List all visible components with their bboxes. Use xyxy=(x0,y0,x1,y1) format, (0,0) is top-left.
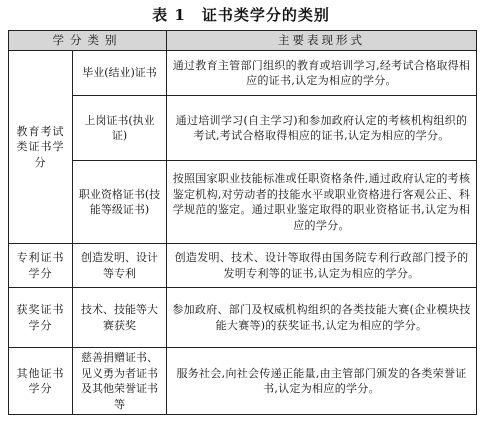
description-graduation-certificate: 通过教育主管部门组织的教育或培训学习,经考试合格取得相应的证书,认定为相应的学分。 xyxy=(167,51,477,96)
table-header-row xyxy=(9,31,477,51)
type-honor-certificate: 慈善捐赠证书、见义勇为者证书及其他荣誉证书等 xyxy=(73,348,167,415)
table-row xyxy=(9,288,477,348)
description-honor-certificate: 服务社会,向社会传递正能量,由主管部门颁发的各类荣誉证书,认定为相应的学分。 xyxy=(167,348,477,415)
table-row xyxy=(9,244,477,288)
category-patent: 专利证书学分 xyxy=(9,244,73,288)
type-patent: 创造发明、设计等专利 xyxy=(73,244,167,288)
type-graduation-certificate: 毕业(结业)证书 xyxy=(73,51,167,96)
table-row xyxy=(9,161,477,244)
certificate-credit-table xyxy=(8,30,477,415)
category-award: 获奖证书学分 xyxy=(9,288,73,348)
table-row xyxy=(9,348,477,415)
table-caption xyxy=(0,4,482,25)
category-education-exam: 教育考试类证书学分 xyxy=(9,51,73,244)
type-competition-award: 技术、技能等大赛获奖 xyxy=(73,288,167,348)
table-row xyxy=(9,51,477,96)
description-patent: 创造发明、技术、设计等取得由国务院专利行政部门授予的发明专利等的证书,认定为相应的学分。 xyxy=(167,244,477,288)
description-job-certificate: 通过培训学习(自主学习)和参加政府认定的考核机构组织的考试,考试合格取得相应的证书,认定为相应的学分。 xyxy=(167,96,477,161)
category-other: 其他证书学分 xyxy=(9,348,73,415)
header-credit-category: 学分类别 xyxy=(9,31,167,51)
type-job-certificate: 上岗证书(执业证) xyxy=(73,96,167,161)
table-row xyxy=(9,96,477,161)
description-competition-award: 参加政府、部门及权威机构组织的各类技能大赛(企业模块技能大赛等)的获奖证书,认定为相应的学分。 xyxy=(167,288,477,348)
table-title: 证书类学分的类别 xyxy=(201,6,330,24)
description-vocational-qualification: 按照国家职业技能标准或任职资格条件,通过政府认定的考核鉴定机构,对劳动者的技能水平或职业资格进行客观公正、科学规范的鉴定。通过职业鉴定取得的职业资格证书,认定为相应的学分。 xyxy=(167,161,477,244)
header-main-forms: 主要表现形式 xyxy=(167,31,477,51)
type-vocational-qualification: 职业资格证书(技能等级证书) xyxy=(73,161,167,244)
table-number: 表 1 xyxy=(152,6,186,24)
